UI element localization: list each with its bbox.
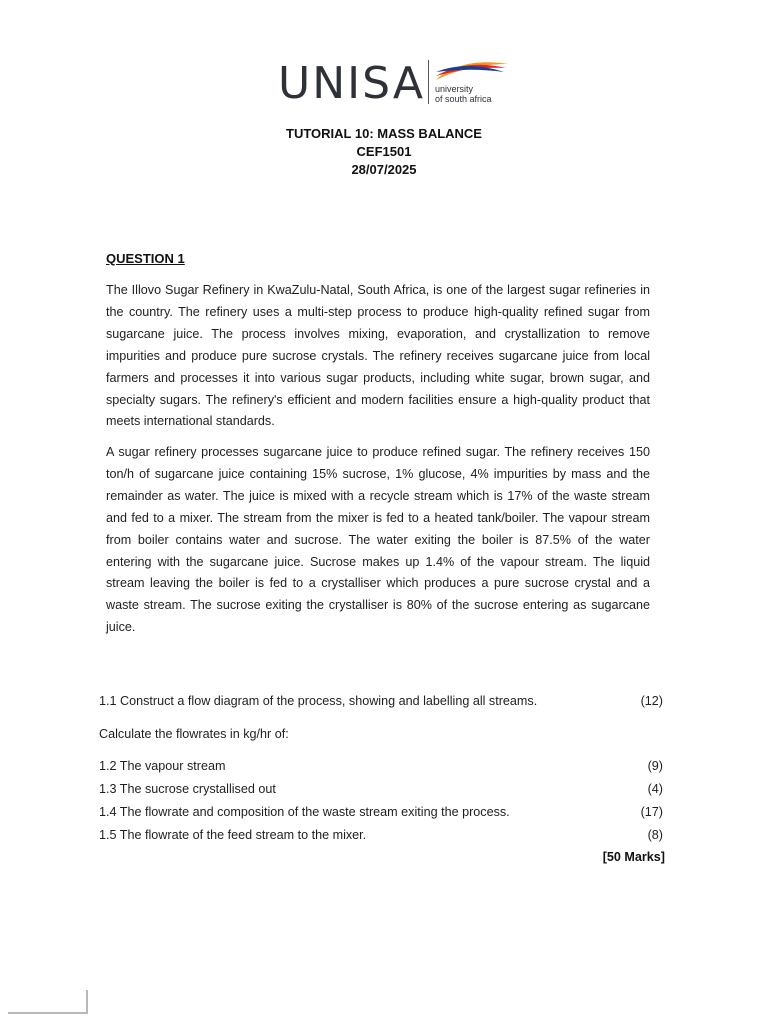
question-item-marks: (4) xyxy=(647,782,663,796)
question-item-text: 1.4 The flowrate and composition of the waste stream exiting the process. xyxy=(99,805,510,819)
logo-subtitle-line2: of south africa xyxy=(435,94,492,104)
problem-paragraph: A sugar refinery processes sugarcane juice to produce refined sugar. The refinery receives 150 ton/h of sugarcane juice containing 15% sucrose, 1% glucose, 4% impurities by mass and the remainder as water. The juice is mixed with a recycle stream which is 17% of the waste stream and fed to a mixer. The stream from the mixer is fed to a heated tank/boiler. The vapour stream from boiler contains water and sucrose. The water exiting the boiler is 87.5% of the water entering with the sugarcane juice. Sucrose makes up 1.4% of the vapour stream. The liquid stream leaving the boiler is fed to a crystalliser which produces a pure sucrose crystal and a waste stream. The sucrose exiting the crystalliser is 80% of the sucrose entering as sugarcane juice. xyxy=(106,445,650,635)
question-item-marks: (12) xyxy=(640,694,663,708)
logo-subtitle-line1: university xyxy=(435,84,474,94)
title-block xyxy=(0,125,768,179)
question-item-text: 1.2 The vapour stream xyxy=(99,759,226,773)
question-item-text: 1.5 The flowrate of the feed stream to the mixer. xyxy=(99,828,367,842)
question-item-marks: (8) xyxy=(647,828,663,842)
question-item-marks: (17) xyxy=(640,805,663,819)
document-date: 28/07/2025 xyxy=(351,162,417,177)
calc-intro: Calculate the flowrates in kg/hr of: xyxy=(99,727,289,741)
intro-paragraph: The Illovo Sugar Refinery in KwaZulu-Natal, South Africa, is one of the largest sugar refineries in the country. The refinery uses a multi-step process to produce high-quality refined sugar from sugarcane juice. The process involves mixing, evaporation, and crystallization to remove impurities and produce pure sucrose crystals. The refinery receives sugarcane juice from local farmers and processes it into various sugar products, including white sugar, brown sugar, and specialty sugars. The refinery's efficient and modern facilities ensure a high-quality product that meets international standards. xyxy=(106,283,650,429)
question-item xyxy=(99,828,663,842)
question-item-text: 1.3 The sucrose crystallised out xyxy=(99,782,276,796)
question-item-marks: (9) xyxy=(647,759,663,773)
document-title: TUTORIAL 10: MASS BALANCE xyxy=(286,126,482,141)
logo-swoosh-icon xyxy=(434,58,510,84)
question-item xyxy=(99,782,663,796)
question-item-text: 1.1 Construct a flow diagram of the process, showing and labelling all streams. xyxy=(99,694,538,708)
logo-wordmark: UNISA xyxy=(278,58,425,109)
question-item xyxy=(99,694,663,708)
page-corner-mark xyxy=(8,990,88,1014)
question-heading: QUESTION 1 xyxy=(106,251,185,266)
question-item xyxy=(99,759,663,773)
unisa-logo xyxy=(278,58,510,108)
course-code: CEF1501 xyxy=(356,144,412,159)
logo-divider xyxy=(428,60,429,104)
question-item xyxy=(99,805,663,819)
total-marks: [50 Marks] xyxy=(602,850,665,864)
